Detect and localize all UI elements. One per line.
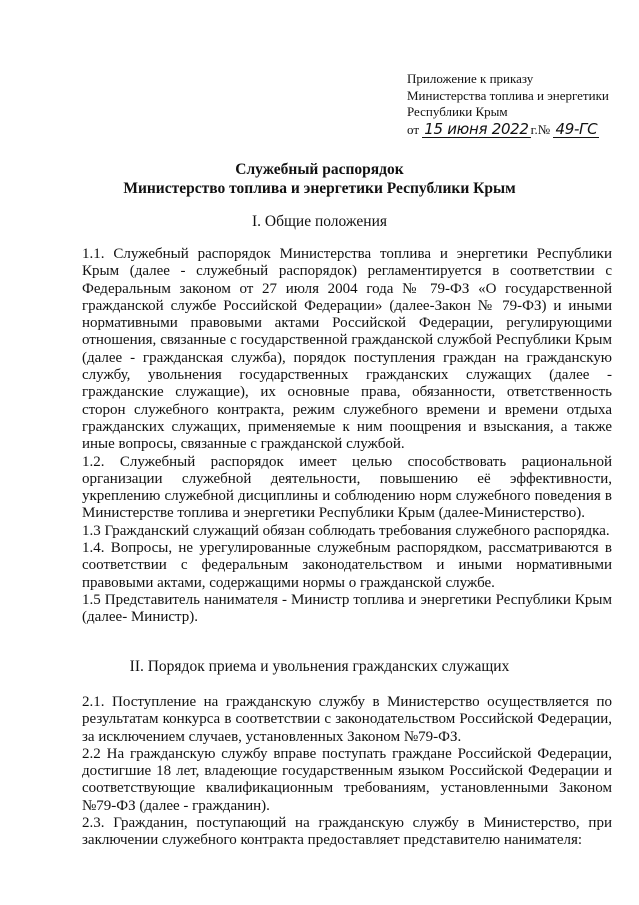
annex-block — [407, 71, 629, 138]
paragraph-1-3: 1.3 Гражданский служащий обязан соблюдать требования служебного распорядка. — [82, 522, 610, 539]
section-1-heading: I. Общие положения — [251, 213, 388, 230]
annex-line-3: Республики Крым — [407, 104, 508, 119]
paragraph-1-4: 1.4. Вопросы, не урегулированные служебным распорядком, рассматриваются в соответствии с федеральным законодательством и иными нормативными правовыми актами, содержащими нормы о гражданской службе. — [82, 540, 612, 591]
annex-date-line — [407, 121, 629, 139]
paragraph-2-2: 2.2 На гражданскую службу вправе поступать граждане Российской Федерации, достигшие 18 лет, владеющие государственным языком Российской Федерации и соответствующие квалификационным требованиям, установленными Законом №79-ФЗ (далее - гражданин). — [82, 745, 612, 814]
section-1-body — [82, 246, 612, 627]
document-title: Служебный распорядок — [235, 161, 404, 178]
annex-year-suffix: г. — [530, 121, 538, 137]
section-2-heading: II. Порядок приема и увольнения гражданских служащих — [129, 658, 510, 675]
paragraph-1-1: 1.1. Служебный распорядок Министерства топлива и энергетики Республики Крым (далее - служебный распорядок) регламентируется в соответствии с Федеральным законом от 27 июля 2004 года № 79-ФЗ «О государственной гражданской службе Российской Федерации» (далее-Закон № 79-ФЗ) и иными нормативными правовыми актами Российской Федерации, регулирующими отношения, связанные с государственной гражданской службой Республики Крым (далее - гражданская служба), порядок поступления граждан на гражданскую службу, увольнения государственных гражданских служащих (далее - гражданские служащие), их основные права, обязанности, ответственность сторон служебного контракта, режим служебного времени и времени отдыха гражданских служащих, применяемые к ним поощрения и взыскания, а также иные вопросы, связанные с гражданской службой. — [82, 246, 612, 453]
section-2-body — [82, 694, 612, 850]
paragraph-1-5: 1.5 Представитель нанимателя - Министр топлива и энергетики Республики Крым (далее- Министр). — [82, 591, 612, 626]
annex-date-prefix: от — [407, 121, 420, 137]
annex-line-1: Приложение к приказу — [407, 71, 534, 86]
handwritten-date: 15 июня 2022 — [424, 119, 529, 138]
document-subtitle: Министерство топлива и энергетики Республики Крым — [123, 180, 516, 197]
paragraph-1-2: 1.2. Служебный распорядок имеет целью способствовать рациональной организации служебной деятельности, повышению её эффективности, укреплению служебной дисциплины и соблюдению норм служебного поведения в Министерстве топлива и энергетики Республики Крым (далее-Министерство). — [82, 453, 612, 522]
annex-line-2: Министерства топлива и энергетики — [407, 87, 609, 103]
paragraph-2-1: 2.1. Поступление на гражданскую службу в Министерство осуществляется по результатам конкурса в соответствии с законодательством Российской Федерации, за исключением случаев, установленных Законом №79-ФЗ. — [82, 694, 612, 745]
handwritten-order-number: 49-ГС — [555, 119, 598, 138]
paragraph-2-3: 2.3. Гражданин, поступающий на гражданскую службу в Министерство, при заключении служебного контракта предоставляет представителю нанимателя: — [82, 815, 612, 849]
annex-number-label: № — [537, 121, 551, 137]
